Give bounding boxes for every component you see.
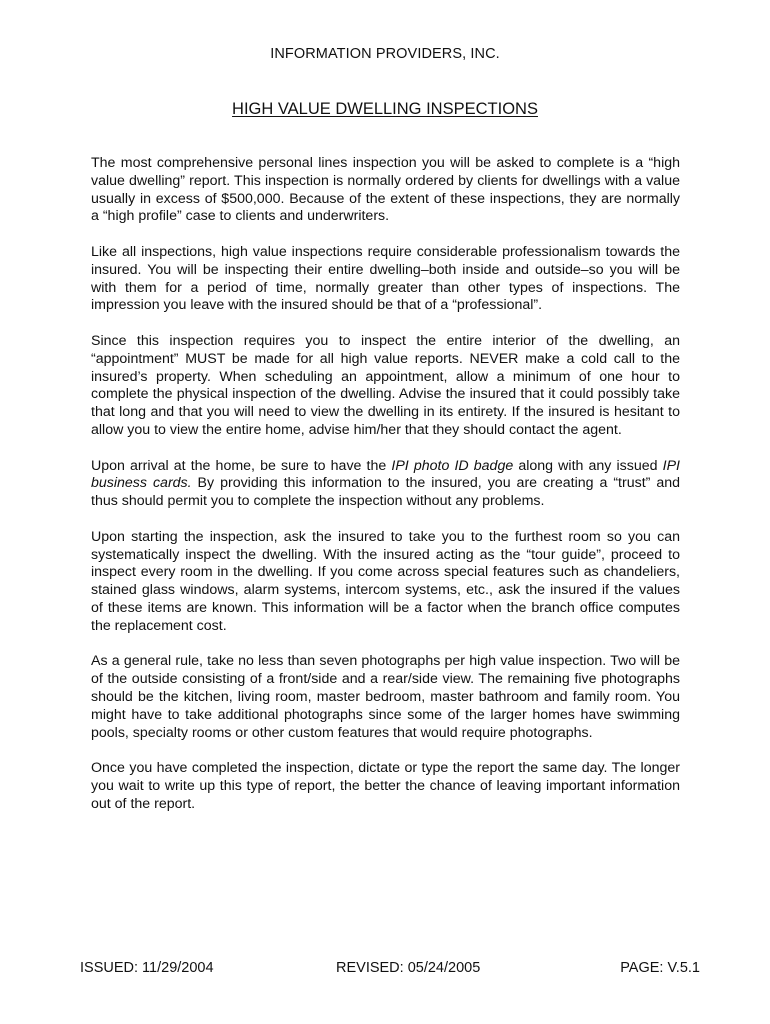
paragraph-report: Once you have completed the inspection, dictate or type the report the same day. The longer you wait to write up this type of report, the better the chance of leaving important information out of the report.	[91, 760, 680, 812]
company-name: INFORMATION PROVIDERS, INC.	[270, 46, 500, 62]
paragraph-professionalism: Like all inspections, high value inspections require considerable professionalism towards the insured. You will be inspecting their entire dwelling–both inside and outside–so you will be with them for a period of time, normally greater than other types of inspections. The impression you leave with the insured should be that of a “professional”.	[91, 243, 680, 314]
paragraph-arrival-text-b: along with any issued	[513, 457, 663, 474]
page-number: PAGE: V.5.1	[620, 960, 700, 976]
paragraph-arrival	[91, 458, 680, 511]
photo-id-badge-emphasis: IPI photo ID badge	[391, 457, 514, 474]
paragraph-arrival-text-a: Upon arrival at the home, be sure to have the	[91, 457, 392, 474]
document-title: HIGH VALUE DWELLING INSPECTIONS	[232, 100, 538, 118]
issued-date: ISSUED: 11/29/2004	[80, 960, 214, 976]
business-cards-emphasis: IPI business cards.	[91, 457, 680, 492]
paragraph-photographs: As a general rule, take no less than seven photographs per high value inspection. Two will be of the outside consisting of a front/side and a rear/side view. The remaining five photographs should be the kitchen, living room, master bedroom, master bathroom and family room. You might have to take additional photographs since some of the larger homes have swimming pools, specialty rooms or other custom features that would require photographs.	[91, 653, 680, 741]
revised-date: REVISED: 05/24/2005	[336, 960, 481, 976]
paragraph-starting-inspection: Upon starting the inspection, ask the insured to take you to the furthest room so you can systematically inspect the dwelling. With the insured acting as the “tour guide”, proceed to inspect every room in the dwelling. If you come across special features such as chandeliers, stained glass windows, alarm systems, intercom systems, etc., ask the insured if the values of these items are known. This information will be a factor when the branch office computes the replacement cost.	[91, 528, 680, 634]
paragraph-arrival-text-c: By providing this information to the insured, you are creating a “trust” and thus should permit you to complete the inspection without any problems.	[91, 475, 680, 510]
paragraph-appointment: Since this inspection requires you to inspect the entire interior of the dwelling, an “appointment” MUST be made for all high value reports. NEVER make a cold call to the insured’s property. When scheduling an appointment, allow a minimum of one hour to complete the physical inspection of the dwelling. Advise the insured that it could possibly take that long and that you will need to view the dwelling in its entirety. If the insured is hesitant to allow you to view the entire home, advise him/her that they should contact the agent.	[91, 332, 680, 438]
document-body	[91, 155, 680, 831]
paragraph-intro: The most comprehensive personal lines inspection you will be asked to complete is a “high value dwelling” report. This inspection is normally ordered by clients for dwellings with a value usually in excess of $500,000. Because of the extent of these inspections, they are normally a “high profile” case to clients and underwriters.	[91, 155, 680, 225]
